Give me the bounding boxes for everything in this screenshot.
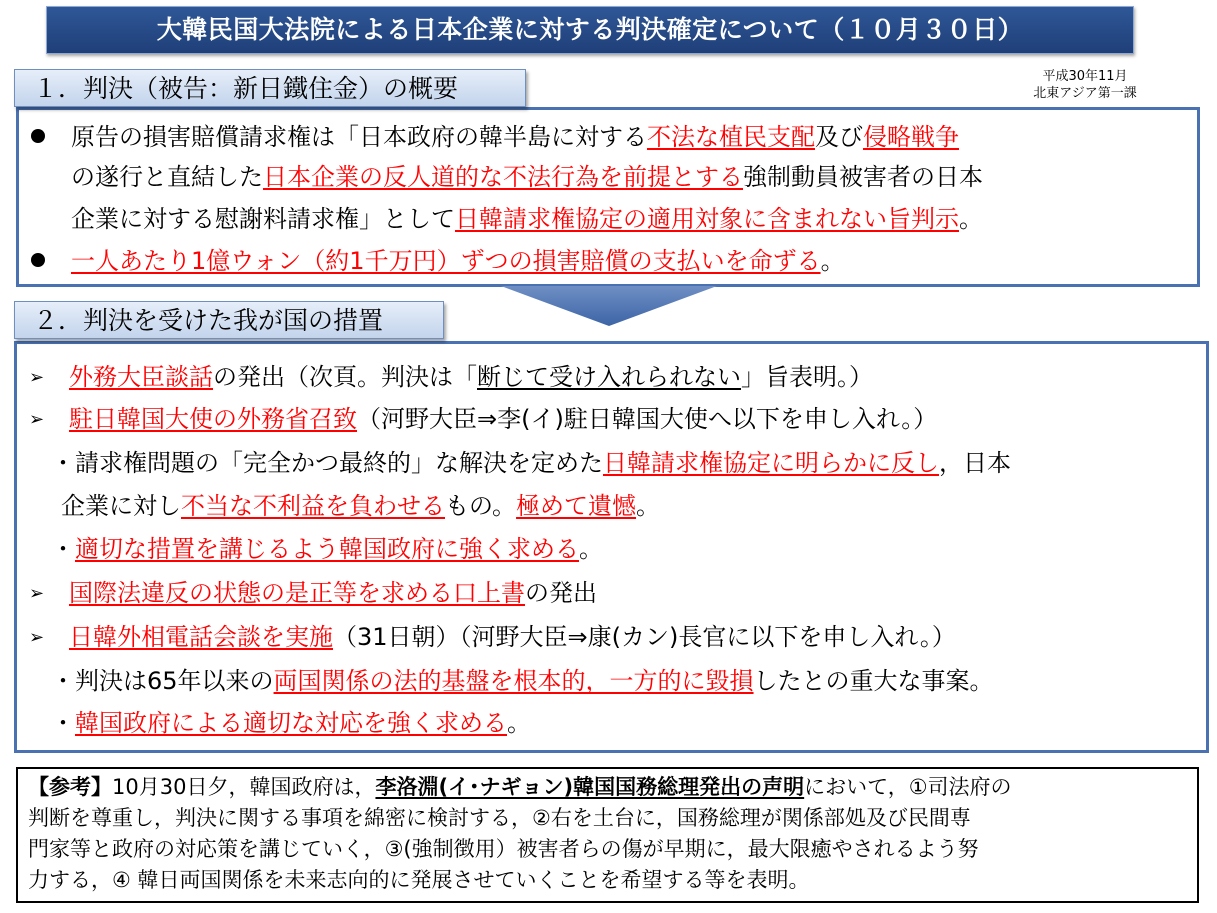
chevron-right-icon: ➢ xyxy=(29,367,45,388)
reference-box xyxy=(16,767,1199,903)
reference-line-2: 判断を尊重し，判決に関する事項を綿密に検討する，②右を土台に，国務総理が関係部処及び民間専 xyxy=(28,806,971,830)
section2-box xyxy=(14,341,1209,753)
chevron-right-icon: ➢ xyxy=(29,627,45,648)
section1-line-4: 一人あたり1億ウォン（約1千万円）ずつの損害賠償の支払いを命ずる。 xyxy=(31,244,845,278)
date-note xyxy=(1000,68,1170,102)
reference-line-3: 門家等と政府の対応策を講じていく，③(強制徴用）被害者らの傷が早期に，最大限癒やされるよう努 xyxy=(28,837,979,861)
section2-line-5: ・適切な措置を講じるよう韓国政府に強く求める。 xyxy=(51,535,603,563)
reference-line-4: 力する，④ 韓日両国関係を未来志向的に発展させていくことを希望する等を表明。 xyxy=(28,868,810,892)
chevron-right-icon: ➢ xyxy=(29,409,45,430)
section1-label: １．判決（被告：新日鐵住金）の概要 xyxy=(14,69,526,107)
section2-label: ２．判決を受けた我が国の措置 xyxy=(14,301,444,339)
section1-line-1: 原告の損害賠償請求権は「日本政府の韓半島に対する不法な植民支配及び侵略戦争 xyxy=(31,120,959,154)
bullet-icon xyxy=(31,129,45,143)
section2-line-1: ➢ 外務大臣談話の発出（次頁。判決は「断じて受け入れられない」旨表明。） xyxy=(29,360,873,395)
bullet-icon xyxy=(31,253,45,267)
section2-line-9: ・韓国政府による適切な対応を強く求める。 xyxy=(51,709,531,737)
page-title: 大韓民国大法院による日本企業に対する判決確定について（１０月３０日） xyxy=(46,6,1134,54)
section2-line-4: 企業に対し不当な不利益を負わせるもの。極めて遺憾。 xyxy=(61,492,661,520)
section2-line-6: ➢ 国際法違反の状態の是正等を求める口上書の発出 xyxy=(29,576,597,611)
reference-line-1: 【参考】10月30日夕，韓国政府は，李洛淵(イ･ナギョン)韓国国務総理発出の声明において，①司法府の xyxy=(28,775,1012,799)
section1-line-3: 企業に対する慰謝料請求権」として日韓請求権協定の適用対象に含まれない旨判示。 xyxy=(71,205,983,233)
chevron-right-icon: ➢ xyxy=(29,583,45,604)
section2-line-8: ・判決は65年以来の両国関係の法的基盤を根本的，一方的に毀損したとの重大な事案。 xyxy=(51,667,994,695)
section2-line-3: ・請求権問題の「完全かつ最終的」な解決を定めた日韓請求権協定に明らかに反し，日本 xyxy=(51,449,1011,477)
section1-box xyxy=(16,107,1200,287)
section2-line-2: ➢ 駐日韓国大使の外務省召致（河野大臣⇒李(イ)駐日韓国大使へ以下を申し入れ。） xyxy=(29,402,937,437)
date-text: 平成30年11月 xyxy=(1042,69,1128,84)
section2-line-7: ➢ 日韓外相電話会談を実施（31日朝）（河野大臣⇒康(カン)長官に以下を申し入れ。） xyxy=(29,620,956,655)
section1-line-2: の遂行と直結した日本企業の反人道的な不法行為を前提とする強制動員被害者の日本 xyxy=(71,163,983,191)
department-text: 北東アジア第一課 xyxy=(1033,86,1137,101)
down-arrow-icon xyxy=(501,286,717,326)
